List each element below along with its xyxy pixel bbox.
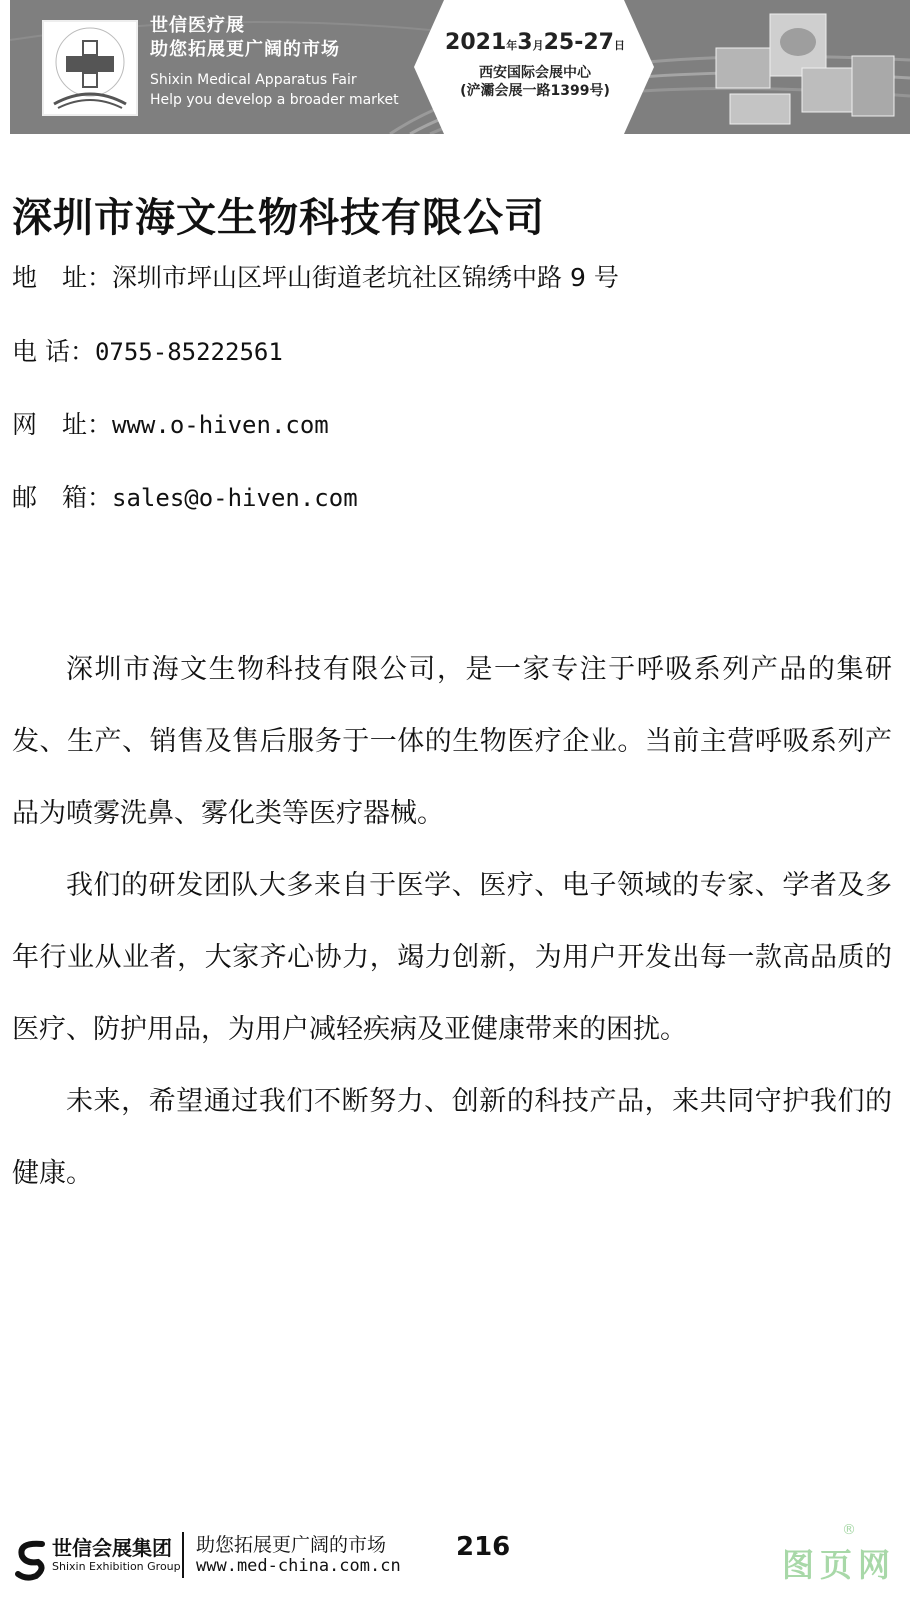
group-name-cn: 世信会展集团 (52, 1536, 172, 1560)
banner-title-en (150, 70, 399, 110)
footer-site-link[interactable]: www.med-china.com.cn (196, 1556, 401, 1576)
website-label: 网 址： (12, 410, 113, 439)
banner-title-cn (150, 14, 340, 62)
address-label: 地 址： (12, 263, 113, 292)
address-line (12, 258, 619, 294)
fair-date-month-unit: 月 (532, 39, 544, 52)
company-description (12, 634, 892, 1210)
watermark-registered-mark: ® (842, 1522, 856, 1538)
page-number: 216 (456, 1532, 511, 1562)
banner-title-cn-line1: 世信医疗展 (150, 15, 245, 36)
fair-banner (10, 0, 910, 134)
fair-date (440, 30, 630, 55)
banner-title-cn-line2: 助您拓展更广阔的市场 (150, 39, 340, 60)
website-line (12, 405, 329, 441)
fair-date-year-unit: 年 (506, 39, 518, 52)
fair-date-year: 2021 (445, 30, 507, 55)
description-paragraph-1: 深圳市海文生物科技有限公司，是一家专注于呼吸系列产品的集研发、生产、销售及售后服务于一体的生物医疗企业。当前主营呼吸系列产品为喷雾洗鼻、雾化类等医疗器械。 (12, 654, 892, 829)
footer-divider (182, 1532, 184, 1578)
description-paragraph-3: 未来，希望通过我们不断努力、创新的科技产品，来共同守护我们的健康。 (12, 1086, 892, 1189)
email-link[interactable]: sales@o-hiven.com (112, 484, 358, 512)
fair-date-month: 3 (517, 30, 533, 55)
fair-logo (42, 20, 138, 116)
email-label: 邮 箱： (12, 483, 113, 512)
website-link[interactable]: www.o-hiven.com (112, 411, 329, 439)
phone-label: 电 话： (12, 337, 95, 366)
fair-date-days: 25-27 (543, 30, 614, 55)
fair-venue-line2: (浐灞会展一路1399号) (460, 83, 610, 99)
watermark-logo: 图页网 (782, 1546, 897, 1584)
phone-line (12, 332, 283, 368)
banner-title-en-line1: Shixin Medical Apparatus Fair (150, 72, 357, 88)
banner-title-en-line2: Help you develop a broader market (150, 92, 399, 108)
page-footer (0, 1520, 922, 1600)
medical-equipment-photos (710, 8, 900, 128)
phone-value: 0755-85222561 (94, 338, 283, 366)
group-name-en: Shixin Exhibition Group (52, 1560, 181, 1573)
address-value: 深圳市坪山区坪山街道老坑社区锦绣中路 9 号 (112, 263, 619, 292)
footer-slogan: 助您拓展更广阔的市场 (196, 1534, 387, 1556)
shixin-group-logo-icon (14, 1534, 48, 1584)
medical-cross-logo-icon (44, 22, 136, 114)
email-line (12, 478, 358, 514)
description-paragraph-2: 我们的研发团队大多来自于医学、医疗、电子领域的专家、学者及多年行业从业者，大家齐心协力，竭力创新，为用户开发出每一款高品质的医疗、防护用品，为用户减轻疾病及亚健康带来的困扰。 (12, 870, 892, 1045)
fair-venue (440, 64, 630, 100)
fair-venue-line1: 西安国际会展中心 (479, 65, 591, 81)
company-name: 深圳市海文生物科技有限公司 (12, 195, 545, 241)
fair-date-day-unit: 日 (613, 39, 625, 52)
